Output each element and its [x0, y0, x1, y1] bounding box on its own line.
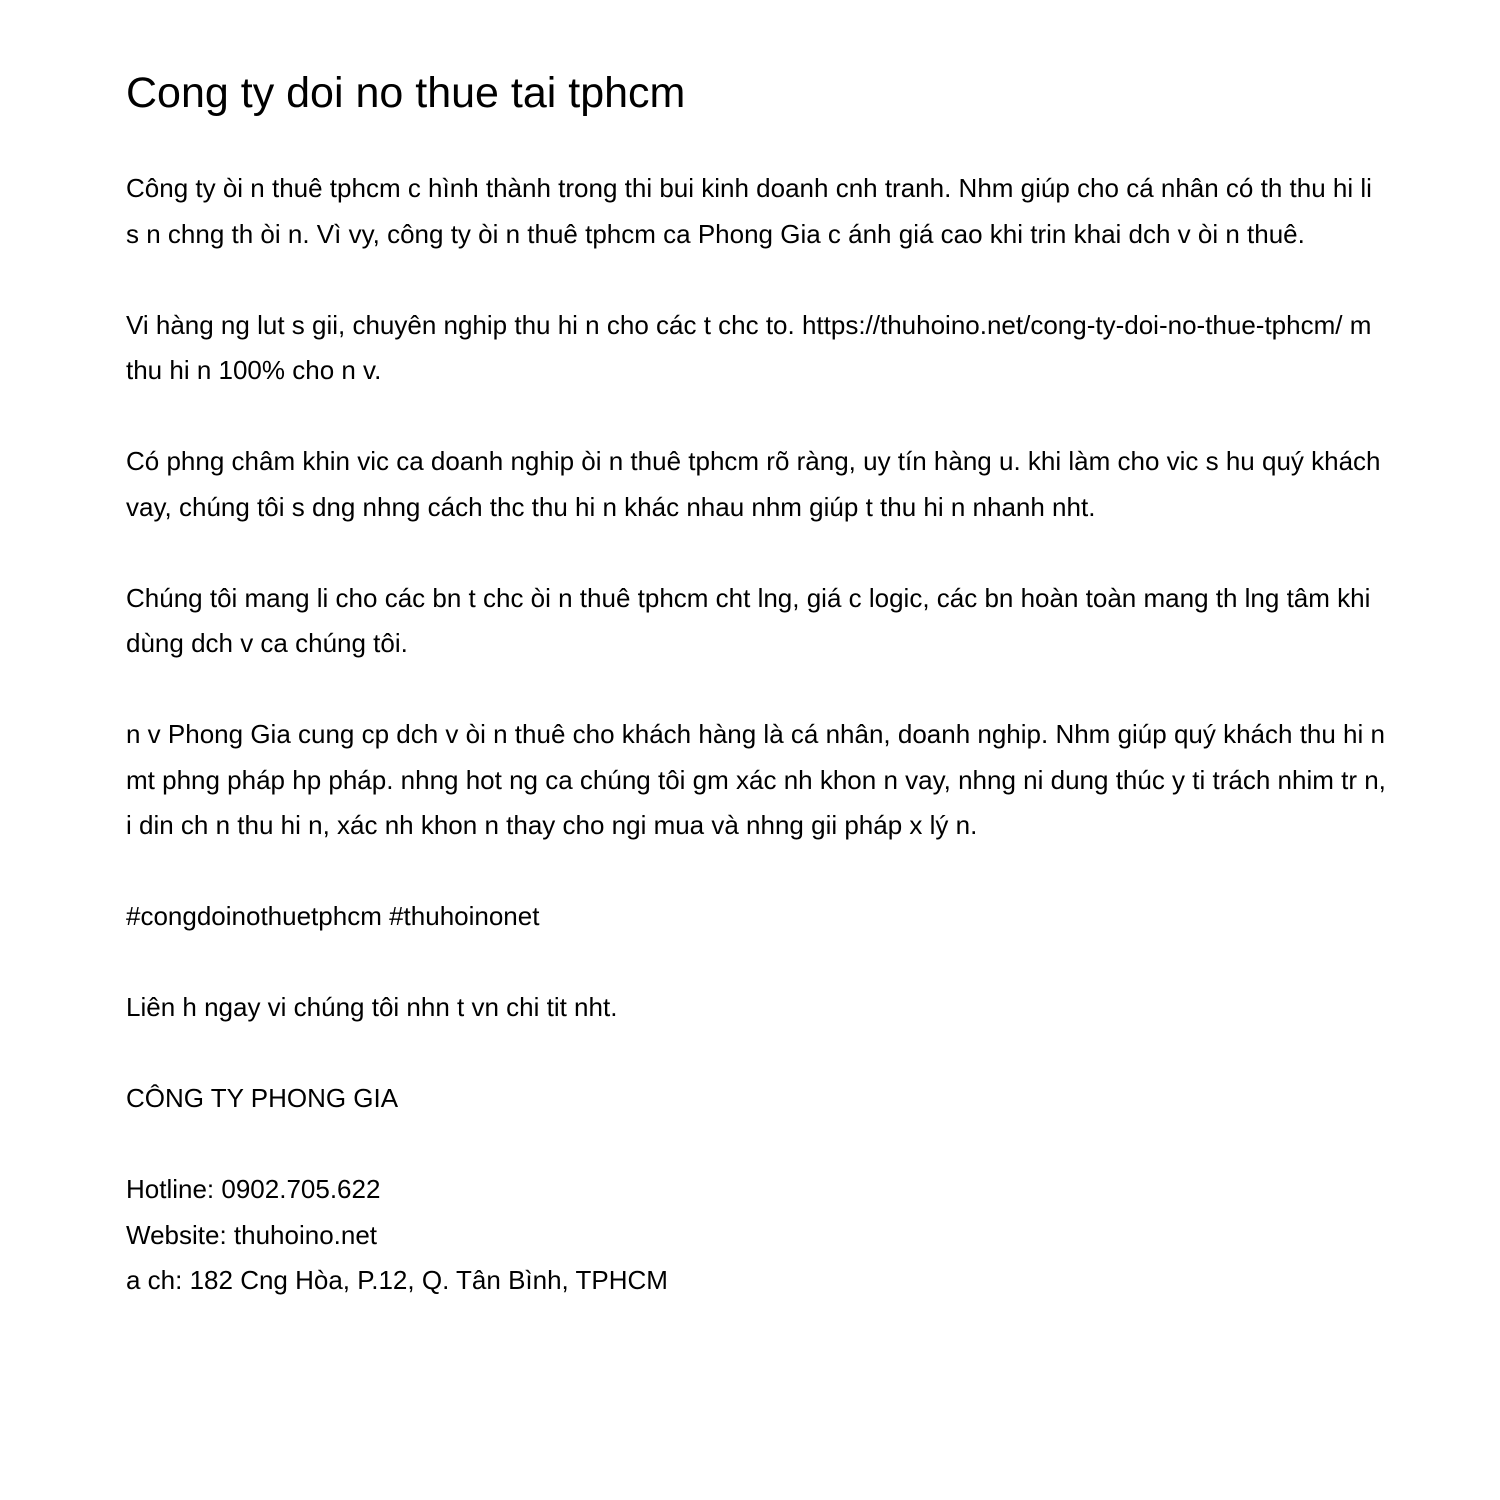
- paragraph-lawyers: Vi hàng ng lut s gii, chuyên nghip thu hi n cho các t chc to. https://thuhoino.net/cong-ty-doi-no-thue-tphcm/ m thu hi n 100% cho n v.: [126, 309, 1372, 385]
- hotline: Hotline: 0902.705.622: [126, 1174, 381, 1204]
- contact-block: [126, 1167, 1386, 1304]
- document-body: [126, 166, 1386, 1304]
- paragraph-intro: Công ty òi n thuê tphcm c hình thành trong thi bui kinh doanh cnh tranh. Nhm giúp cho cá nhân có th thu hi li s n chng th òi n. Vì vy, công ty òi n thuê tphcm ca Phong Gia c ánh giá cao khi trin khai dch v òi n thuê.: [126, 173, 1372, 249]
- contact-call-to-action: Liên h ngay vi chúng tôi nhn t vn chi tit nht.: [126, 992, 618, 1022]
- paragraph-services: n v Phong Gia cung cp dch v òi n thuê cho khách hàng là cá nhân, doanh nghip. Nhm giúp quý khách thu hi n mt phng pháp hp pháp. nhng hot ng ca chúng tôi gm xác nh khon n vay, nhng ni dung thúc y ti trách nhim tr n, i din ch n thu hi n, xác nh khon n thay cho ngi mua và nhng gii pháp x lý n.: [126, 719, 1386, 840]
- document-title: Cong ty doi no thue tai tphcm: [126, 69, 686, 117]
- paragraph-motto: Có phng châm khin vic ca doanh nghip òi n thuê tphcm rõ ràng, uy tín hàng u. khi làm cho vic s hu quý khách vay, chúng tôi s dng nhng cách thc thu hi n khác nhau nhm giúp t thu hi n nhanh nht.: [126, 446, 1381, 522]
- company-name: CÔNG TY PHONG GIA: [126, 1083, 399, 1113]
- paragraph-quality: Chúng tôi mang li cho các bn t chc òi n thuê tphcm cht lng, giá c logic, các bn hoàn toàn mang th lng tâm khi dùng dch v ca chúng tôi.: [126, 582, 1371, 658]
- website: Website: thuhoino.net: [126, 1219, 378, 1250]
- address: a ch: 182 Cng Hòa, P.12, Q. Tân Bình, TPHCM: [126, 1265, 668, 1295]
- hashtags: #congdoinothuetphcm #thuhoinonet: [126, 901, 540, 931]
